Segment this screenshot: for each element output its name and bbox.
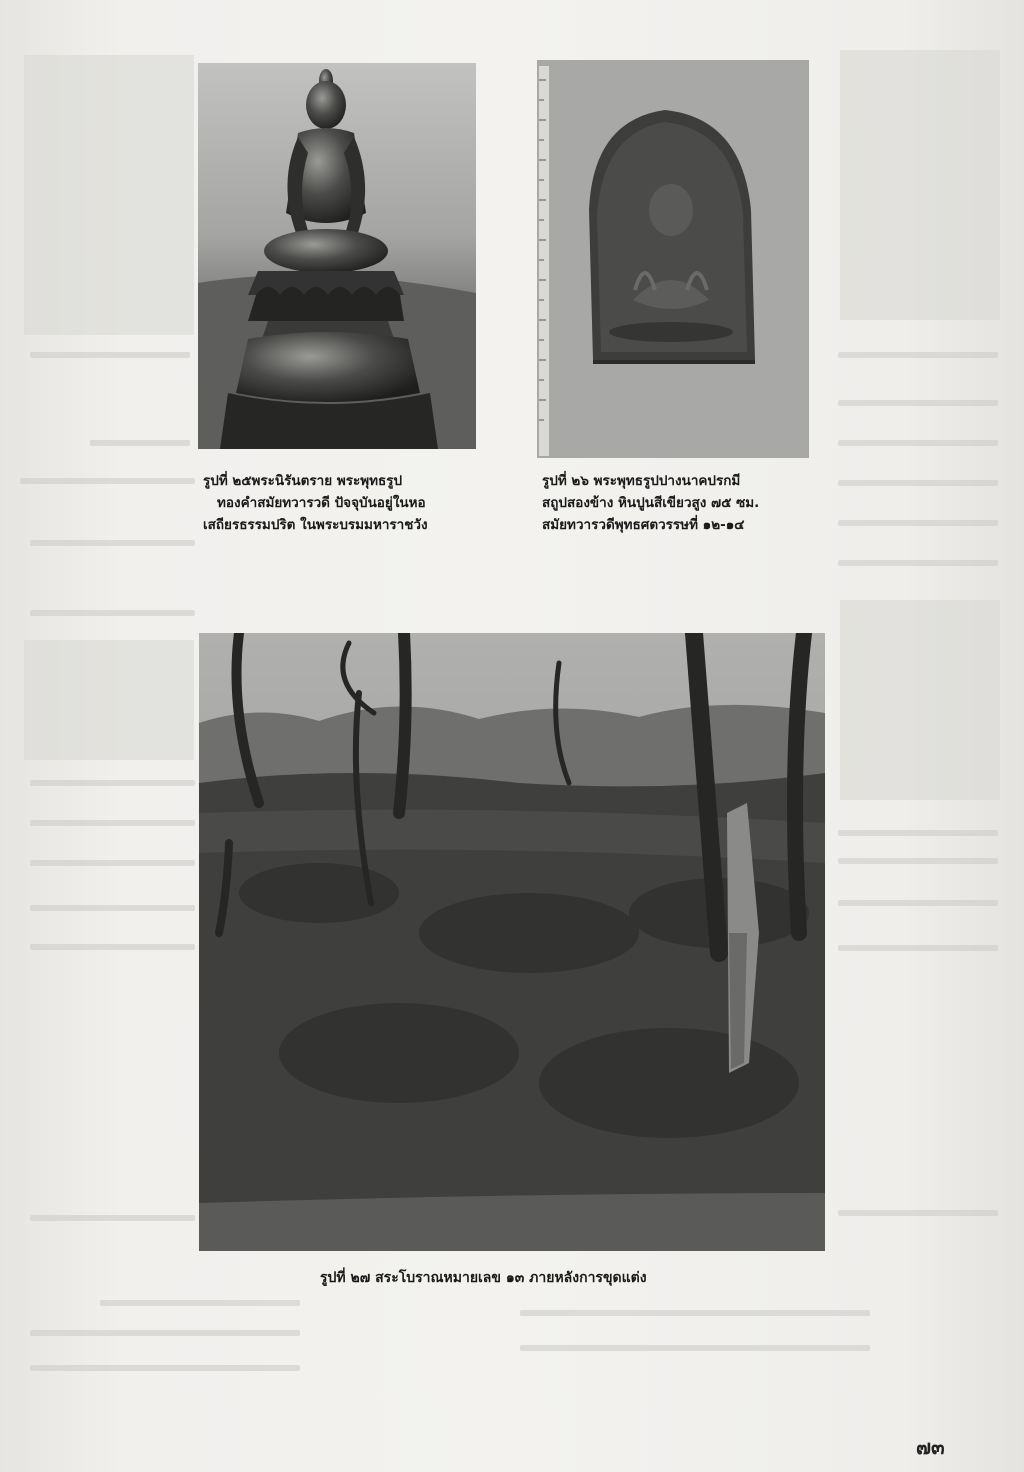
ancient-pond-photo bbox=[199, 633, 825, 1251]
buddha-statue-illustration bbox=[198, 63, 476, 449]
caption-line: สถูปสองข้าง หินปูนสีเขียวสูง ๗๕ ซม. bbox=[542, 495, 760, 511]
figure-27-caption bbox=[320, 1267, 647, 1289]
votive-tablet-illustration bbox=[537, 60, 809, 458]
buddha-statue-photo bbox=[198, 63, 476, 449]
caption-line: รูปที่ ๒๖ พระพุทธรูปปางนาคปรกมี bbox=[542, 473, 741, 489]
page-number: ๗๓ bbox=[916, 1435, 945, 1459]
figure-25-caption bbox=[203, 470, 428, 536]
caption-line: รูปที่ ๒๕พระนิรันตราย พระพุทธรูป bbox=[203, 473, 403, 489]
caption-line: เสถียรธรรมปริต ในพระบรมมหาราชวัง bbox=[203, 517, 428, 533]
caption-line: รูปที่ ๒๗ สระโบราณหมายเลข ๑๓ ภายหลังการขุดแต่ง bbox=[320, 1270, 647, 1286]
ancient-pond-illustration bbox=[199, 633, 825, 1251]
caption-line: ทองคำสมัยทวารวดี ปัจจุบันอยู่ในหอ bbox=[217, 495, 426, 511]
figure-26-caption bbox=[542, 470, 759, 536]
votive-tablet-photo bbox=[537, 60, 809, 458]
caption-line: สมัยทวารวดีพุทธศตวรรษที่ ๑๒-๑๔ bbox=[542, 517, 745, 533]
